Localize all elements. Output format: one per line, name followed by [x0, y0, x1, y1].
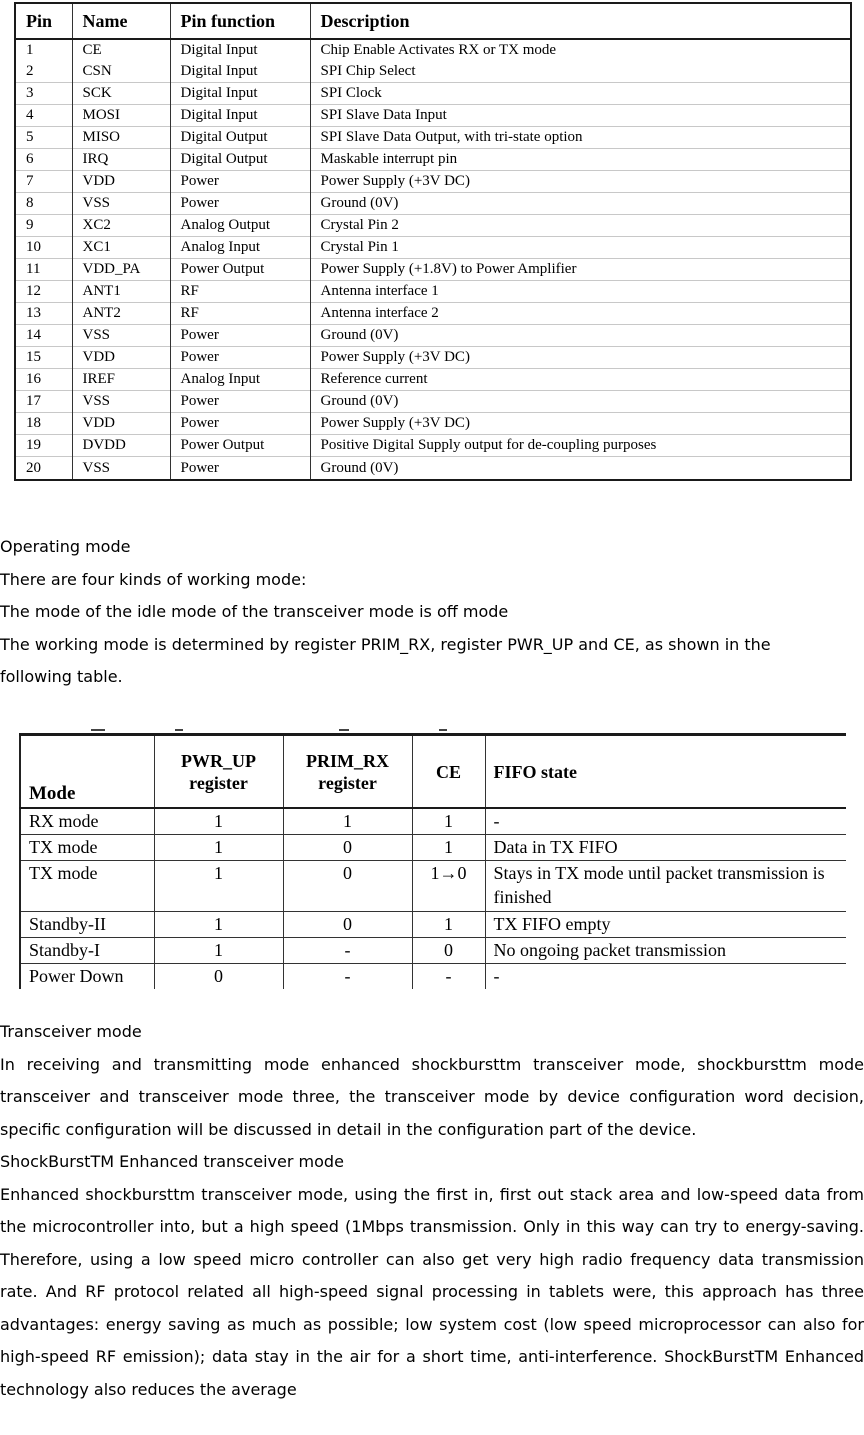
pin-table-row — [16, 325, 850, 347]
pin-name-cell: VSS — [72, 391, 170, 413]
pin-table-row — [16, 259, 850, 281]
pin-table — [16, 4, 850, 479]
pwr-up-header-line2: register — [189, 772, 248, 793]
fifo-cell: No ongoing packet transmission — [485, 938, 846, 964]
pin-function-cell: Digital Input — [170, 39, 310, 61]
pin-function-cell: Power — [170, 391, 310, 413]
pin-number-cell: 16 — [16, 369, 72, 391]
pin-function-cell: Power Output — [170, 259, 310, 281]
pin-name-cell: VSS — [72, 457, 170, 480]
pin-name-cell: DVDD — [72, 435, 170, 457]
pin-function-cell: Analog Output — [170, 215, 310, 237]
pin-function-cell: Digital Input — [170, 61, 310, 83]
pin-description-cell: Crystal Pin 1 — [310, 237, 850, 259]
pin-function-cell: Analog Input — [170, 237, 310, 259]
pin-table-row — [16, 413, 850, 435]
fifo-cell: Data in TX FIFO — [485, 835, 846, 861]
prim-rx-header-line1: PRIM_RX — [306, 750, 389, 771]
fifo-cell: TX FIFO empty — [485, 912, 846, 938]
pwr-up-cell: 0 — [154, 964, 283, 990]
pin-description-cell: Power Supply (+1.8V) to Power Amplifier — [310, 259, 850, 281]
mode-table-row — [20, 938, 846, 964]
pin-function-cell: Power — [170, 325, 310, 347]
mode-table-row — [20, 912, 846, 938]
pin-description-cell: Reference current — [310, 369, 850, 391]
pin-table-row — [16, 435, 850, 457]
pin-number-cell: 18 — [16, 413, 72, 435]
prim-rx-cell: - — [283, 964, 412, 990]
pin-number-cell: 11 — [16, 259, 72, 281]
mode-table-header-row — [20, 735, 846, 809]
pin-number-cell: 17 — [16, 391, 72, 413]
shockburst-subheading: ShockBurstTM Enhanced transceiver mode — [0, 1152, 344, 1171]
pin-description-cell: Power Supply (+3V DC) — [310, 171, 850, 193]
pin-description-cell: SPI Chip Select — [310, 61, 850, 83]
pin-table-row — [16, 391, 850, 413]
pin-table-row — [16, 281, 850, 303]
pin-function-cell: Power — [170, 413, 310, 435]
pin-function-cell: Digital Input — [170, 83, 310, 105]
shockburst-paragraph: Enhanced shockbursttm transceiver mode, using the first in, first out stack area and low-speed data from the microcontroller into, but a high speed (1Mbps transmission. Only in this way can try to energy-saving. Therefore, using a low speed micro controller can also get very high radio frequency data transmission rate. And RF protocol related all high-speed signal processing in tablets were, this approach has three advantages: energy saving as much as possible; low system cost (low speed microprocessor can also for high-speed RF emission); data stay in the air for a short time, anti-interference. ShockBurstTM Enhanced technology also reduces the average — [0, 1184, 864, 1399]
pin-description-cell: Power Supply (+3V DC) — [310, 413, 850, 435]
name-col-header: Name — [72, 4, 170, 39]
pin-function-cell: Power — [170, 193, 310, 215]
mode-table-row — [20, 835, 846, 861]
pin-number-cell: 14 — [16, 325, 72, 347]
pin-table-body — [16, 39, 850, 479]
mode-cell: RX mode — [20, 808, 154, 835]
operating-line: The working mode is determined by register PRIM_RX, register PWR_UP and CE, as shown in the — [0, 634, 771, 654]
pin-function-cell: RF — [170, 303, 310, 325]
pin-name-cell: XC1 — [72, 237, 170, 259]
pin-function-cell: Power — [170, 347, 310, 369]
pin-table-row — [16, 237, 850, 259]
mode-table — [19, 733, 846, 989]
pwr-up-cell: 1 — [154, 938, 283, 964]
pin-name-cell: VDD — [72, 171, 170, 193]
pin-table-header-row — [16, 4, 850, 39]
pin-name-cell: CE — [72, 39, 170, 61]
pin-function-cell: Digital Output — [170, 149, 310, 171]
pin-number-cell: 8 — [16, 193, 72, 215]
pin-table-row — [16, 105, 850, 127]
ce-cell: 1→0 — [412, 861, 485, 912]
ce-cell: 1 — [412, 835, 485, 861]
ce-cell: - — [412, 964, 485, 990]
pin-number-cell: 10 — [16, 237, 72, 259]
pin-function-cell: RF — [170, 281, 310, 303]
ce-cell: 1 — [412, 808, 485, 835]
pin-description-cell: Positive Digital Supply output for de-coupling purposes — [310, 435, 850, 457]
pin-name-cell: IREF — [72, 369, 170, 391]
pin-number-cell: 12 — [16, 281, 72, 303]
pin-table-row — [16, 369, 850, 391]
pin-name-cell: MOSI — [72, 105, 170, 127]
pin-name-cell: VSS — [72, 193, 170, 215]
mode-table-row — [20, 808, 846, 835]
pin-name-cell: VSS — [72, 325, 170, 347]
operating-mode-section — [0, 531, 864, 694]
prim-rx-cell: 1 — [283, 808, 412, 835]
fifo-cell: - — [485, 808, 846, 835]
pin-table-row — [16, 127, 850, 149]
pin-col-header: Pin — [16, 4, 72, 39]
ce-col-header: CE — [412, 735, 485, 809]
pin-name-cell: VDD_PA — [72, 259, 170, 281]
pin-function-cell: Digital Input — [170, 105, 310, 127]
pin-name-cell: VDD — [72, 413, 170, 435]
pin-description-cell: Ground (0V) — [310, 325, 850, 347]
cropped-text-remnant — [19, 729, 846, 733]
ce-cell: 1 — [412, 912, 485, 938]
operating-line: following table. — [0, 667, 123, 686]
pin-name-cell: ANT2 — [72, 303, 170, 325]
pin-name-cell: XC2 — [72, 215, 170, 237]
fifo-cell: - — [485, 964, 846, 990]
pin-function-cell: Digital Output — [170, 127, 310, 149]
transceiver-paragraph: In receiving and transmitting mode enhanced shockbursttm transceiver mode, shockbursttm mode transceiver and transceiver mode three, the transceiver mode by device configuration word decision, specific configuration will be discussed in detail in the configuration part of the device. — [0, 1054, 864, 1139]
pin-table-figure — [14, 2, 852, 481]
pin-description-cell: Crystal Pin 2 — [310, 215, 850, 237]
mode-table-row — [20, 861, 846, 912]
mode-table-body — [20, 808, 846, 989]
pin-table-row — [16, 83, 850, 105]
pin-function-cell: Power — [170, 457, 310, 480]
pin-number-cell: 5 — [16, 127, 72, 149]
pin-number-cell: 19 — [16, 435, 72, 457]
pin-description-cell: SPI Slave Data Output, with tri-state option — [310, 127, 850, 149]
prim-rx-cell: 0 — [283, 835, 412, 861]
pin-name-cell: VDD — [72, 347, 170, 369]
description-col-header: Description — [310, 4, 850, 39]
transceiver-mode-heading: Transceiver mode — [0, 1022, 142, 1041]
pin-number-cell: 2 — [26, 63, 34, 79]
prim-rx-header-line2: register — [318, 772, 377, 793]
prim-rx-cell: 0 — [283, 861, 412, 912]
pwr-up-cell: 1 — [154, 861, 283, 912]
pin-number-cell: 1 — [16, 39, 72, 61]
mode-cell: Power Down — [20, 964, 154, 990]
pin-number-cell: 9 — [16, 215, 72, 237]
pin-description-cell: SPI Clock — [310, 83, 850, 105]
prim-rx-col-header — [283, 735, 412, 809]
fifo-col-header: FIFO state — [485, 735, 846, 809]
pin-description-cell: Power Supply (+3V DC) — [310, 347, 850, 369]
pin-description-cell: Ground (0V) — [310, 193, 850, 215]
pin-description-cell: SPI Slave Data Input — [310, 105, 850, 127]
pin-name-cell: IRQ — [72, 149, 170, 171]
pin-name-cell: ANT1 — [72, 281, 170, 303]
mode-col-header: Mode — [20, 735, 154, 809]
pin-number-cell: 4 — [16, 105, 72, 127]
prim-rx-cell: - — [283, 938, 412, 964]
mode-cell: TX mode — [20, 835, 154, 861]
pin-function-cell: Power — [170, 171, 310, 193]
pin-number-cell: 7 — [16, 171, 72, 193]
pin-table-row — [16, 61, 850, 83]
pin-table-row — [16, 215, 850, 237]
pwr-up-header-line1: PWR_UP — [181, 750, 256, 771]
prim-rx-cell: 0 — [283, 912, 412, 938]
pin-description-cell: Antenna interface 2 — [310, 303, 850, 325]
pin-description-cell: Ground (0V) — [310, 457, 850, 480]
pin-name-cell: CSN — [72, 61, 170, 83]
pin-description-cell: Chip Enable Activates RX or TX mode — [310, 39, 850, 61]
transceiver-mode-section — [0, 1016, 864, 1406]
pin-table-row — [16, 457, 850, 480]
pin-function-cell: Analog Input — [170, 369, 310, 391]
pwr-up-cell: 1 — [154, 808, 283, 835]
pin-number-cell: 3 — [16, 83, 72, 105]
operating-mode-heading: Operating mode — [0, 537, 131, 556]
pwr-up-cell: 1 — [154, 835, 283, 861]
pin-number-cell: 15 — [16, 347, 72, 369]
ce-cell: 0 — [412, 938, 485, 964]
pin-table-row — [16, 303, 850, 325]
pin-table-row — [16, 39, 850, 61]
function-col-header: Pin function — [170, 4, 310, 39]
pin-description-cell: Maskable interrupt pin — [310, 149, 850, 171]
mode-table-row — [20, 964, 846, 990]
pin-description-cell: Antenna interface 1 — [310, 281, 850, 303]
pin-number-cell: 20 — [16, 457, 72, 480]
mode-cell: Standby-I — [20, 938, 154, 964]
operating-line: There are four kinds of working mode: — [0, 569, 307, 589]
mode-table-figure — [19, 733, 846, 985]
pin-description-cell: Ground (0V) — [310, 391, 850, 413]
operating-line: The mode of the idle mode of the transceiver mode is off mode — [0, 602, 509, 621]
pin-name-cell: SCK — [72, 83, 170, 105]
pin-name-cell: MISO — [72, 127, 170, 149]
pwr-up-col-header — [154, 735, 283, 809]
pin-table-row — [16, 149, 850, 171]
pin-table-row — [16, 193, 850, 215]
pin-table-row — [16, 347, 850, 369]
pwr-up-cell: 1 — [154, 912, 283, 938]
pin-table-row — [16, 171, 850, 193]
pin-function-cell: Power Output — [170, 435, 310, 457]
fifo-cell: Stays in TX mode until packet transmission is finished — [485, 861, 846, 912]
pin-number-cell: 6 — [16, 149, 72, 171]
mode-cell: TX mode — [20, 861, 154, 912]
mode-cell: Standby-II — [20, 912, 154, 938]
pin-number-cell: 13 — [16, 303, 72, 325]
